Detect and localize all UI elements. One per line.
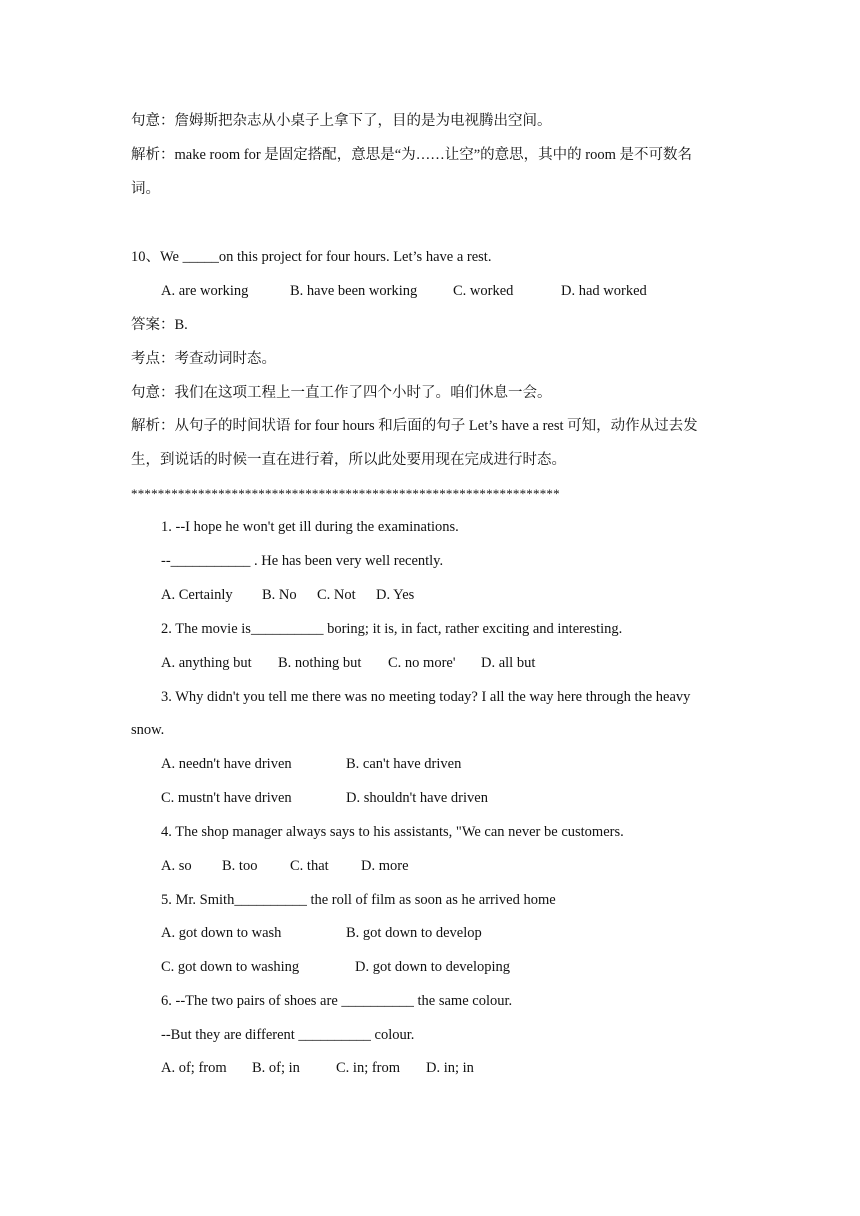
q10-stem: 10、We _____on this project for four hours. Let’s have a rest. bbox=[131, 249, 492, 265]
exercise-2-option-c: C. no more' bbox=[388, 655, 456, 671]
exercise-6-option-b: B. of; in bbox=[252, 1060, 300, 1076]
exercise-4-stem: 4. The shop manager always says to his assistants, "We can never be customers. bbox=[161, 824, 624, 840]
exercise-3-stem-line-1: 3. Why didn't you tell me there was no meeting today? I all the way here through the heavy bbox=[161, 689, 691, 705]
q9-analysis-line-2: 词。 bbox=[131, 181, 160, 197]
exercise-2-option-a: A. anything but bbox=[161, 655, 252, 671]
q10-point: 考点：考查动词时态。 bbox=[131, 351, 276, 367]
exercise-5-option-c: C. got down to washing bbox=[161, 959, 300, 975]
exercise-1-stem-line-1: 1. --I hope he won't get ill during the examinations. bbox=[161, 519, 459, 535]
exercise-4-option-d: D. more bbox=[361, 858, 409, 874]
exercise-5-option-b: B. got down to develop bbox=[346, 925, 482, 941]
exercise-3-stem-line-2: snow. bbox=[131, 722, 165, 738]
exercise-3-option-c: C. mustn't have driven bbox=[161, 790, 292, 806]
exercise-1-option-a: A. Certainly bbox=[161, 587, 233, 603]
exercise-3-option-a: A. needn't have driven bbox=[161, 756, 292, 772]
exercise-2-option-b: B. nothing but bbox=[278, 655, 362, 671]
exercise-1-option-d: D. Yes bbox=[376, 587, 415, 603]
exercise-5-option-a: A. got down to wash bbox=[161, 925, 282, 941]
q9-meaning: 句意：詹姆斯把杂志从小桌子上拿下了，目的是为电视腾出空间。 bbox=[131, 113, 552, 129]
q10-option-b: B. have been working bbox=[290, 283, 418, 299]
exercise-2-option-d: D. all but bbox=[481, 655, 536, 671]
exercise-3-option-b: B. can't have driven bbox=[346, 756, 462, 772]
exercise-6-option-c: C. in; from bbox=[336, 1060, 401, 1076]
q9-analysis-line-1: 解析：make room for 是固定搭配，意思是“为……让空”的意思，其中的 room 是不可数名 bbox=[131, 147, 693, 163]
exercise-3-option-d: D. shouldn't have driven bbox=[346, 790, 488, 806]
exercise-4-option-b: B. too bbox=[222, 858, 258, 874]
exercise-1-option-b: B. No bbox=[262, 587, 297, 603]
exercise-6-stem-line-1: 6. --The two pairs of shoes are __________ the same colour. bbox=[161, 993, 513, 1009]
q10-analysis-line-2: 生，到说话的时候一直在进行着，所以此处要用现在完成进行时态。 bbox=[131, 452, 566, 468]
q10-option-c: C. worked bbox=[453, 283, 514, 299]
exercise-4-option-a: A. so bbox=[161, 858, 192, 874]
q10-meaning: 句意：我们在这项工程上一直工作了四个小时了。咱们休息一会。 bbox=[131, 385, 552, 401]
q10-option-d: D. had worked bbox=[561, 283, 647, 299]
q10-answer: 答案：B. bbox=[131, 317, 188, 333]
exercise-5-stem: 5. Mr. Smith__________ the roll of film as soon as he arrived home bbox=[161, 892, 556, 908]
section-separator: **************************************************************** bbox=[131, 486, 560, 501]
q10-option-a: A. are working bbox=[161, 283, 249, 299]
exercise-6-option-a: A. of; from bbox=[161, 1060, 227, 1076]
exercise-1-stem-line-2: --___________ . He has been very well recently. bbox=[161, 553, 444, 569]
exercise-4-option-c: C. that bbox=[290, 858, 329, 874]
exercise-5-option-d: D. got down to developing bbox=[355, 959, 511, 975]
exercise-6-option-d: D. in; in bbox=[426, 1060, 474, 1076]
exercise-6-stem-line-2: --But they are different __________ colour. bbox=[161, 1027, 415, 1043]
exercise-1-option-c: C. Not bbox=[317, 587, 356, 603]
q10-analysis-line-1: 解析：从句子的时间状语 for four hours 和后面的句子 Let’s have a rest 可知，动作从过去发 bbox=[131, 418, 698, 434]
exercise-2-stem: 2. The movie is__________ boring; it is, in fact, rather exciting and interesting. bbox=[161, 621, 623, 637]
